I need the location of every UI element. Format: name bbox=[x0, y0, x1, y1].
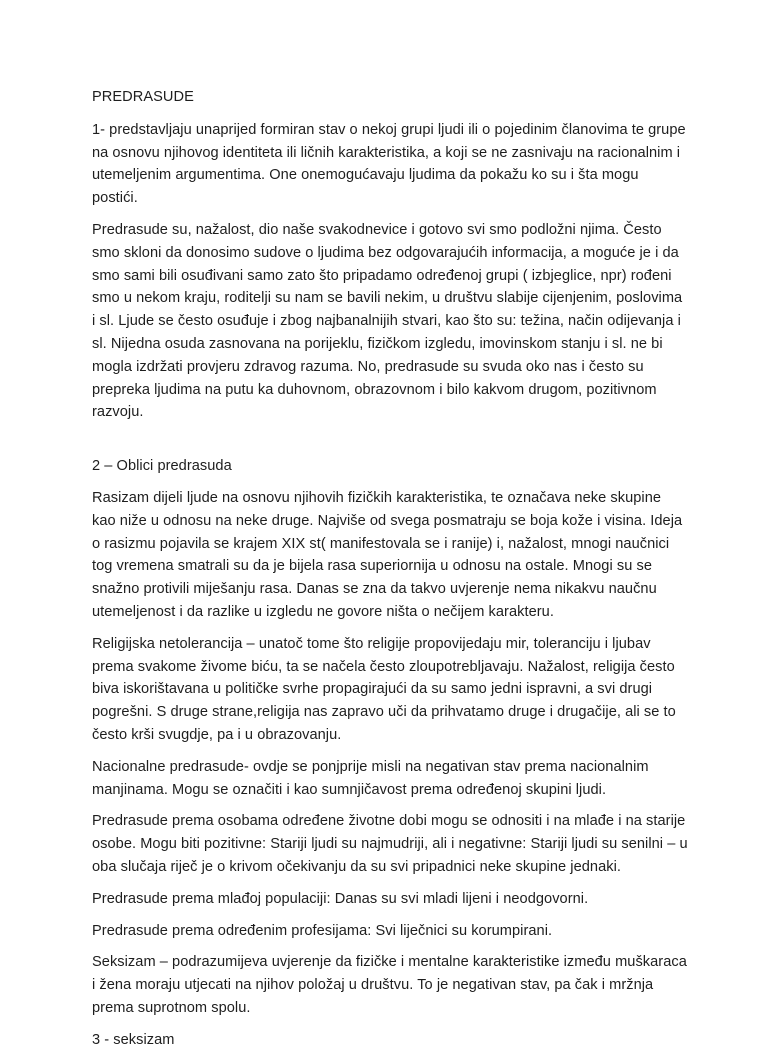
paragraph-age-prejudice: Predrasude prema osobama određene životne dobi mogu se odnositi i na mlađe i na starije osobe. Mogu biti pozitivne: Stariji ljudi su najmudriji, ali i negativne: Stariji ljudi su senilni – u oba slučaja riječ je o krivom očekivanju da su svi pripadnici neke skupine jednaki. bbox=[92, 813, 688, 875]
paragraph-religious-intolerance: Religijska netolerancija – unatoč tome što religije propovijedaju mir, toleranciju i ljubav prema svakome živome biću, ta se načela često zloupotrebljavaju. Nažalost, religija često biva iskorištavana u političke svrhe propagirajući da su samo jedni ispravni, a svi drugi pogrešni. S druge strane,religija nas zapravo uči da prihvatamo druge i drugačije, ali se to često krši svugdje, pa i u obrazovanju. bbox=[92, 635, 676, 743]
paragraph-racism: Rasizam dijeli ljude na osnovu njihovih fizičkih karakteristika, te označava neke skupine kao niže u odnosu na neke druge. Najviše od svega posmatraju se boja kože i visina. Ideja o rasizmu pojavila se krajem XIX st( manifestovala se i ranije) i, nažalost, mnogi naučnici tog vremena smatrali su da je bijela rasa superiornija u odnosu na ostale. Mnogi su se snažno protivili miješanju rasa. Danas se zna da takvo uvjerenje nema nikakvu naučnu utemeljenost i da razlike u izgledu ne govore ništa o nečijem karakteru. bbox=[92, 489, 683, 620]
paragraph-everyday-prejudice: Predrasude su, nažalost, dio naše svakodnevice i gotovo svi smo podložni njima. Često smo skloni da donosimo sudove o ljudima bez odgovarajućih informacija, a moguće je i da smo sami bili osuđivani samo zato što pripadamo određenoj grupi ( izbjeglice, npr) rođeni smo u nekom kraju, roditelji su nam se bavili nekim, u društvu slabije cijenjenim, poslovima i sl. Ljude se često osuđuje i zbog najbanalnijih stvari, kao što su: težina, način odijevanja i sl. Nijedna osuda zasnovana na porijeklu, fizičkom izgledu, imovinskom stanju i sl. ne bi mogla izdržati provjeru zdravog razuma. No, predrasude su svuda oko nas i često su prepreka ljudima na putu ka duhovnom, obrazovnom i bilo kakvom drugom, pozitivnom razvoju. bbox=[92, 221, 683, 421]
paragraph-definition: 1- predstavljaju unaprijed formiran stav o nekoj grupi ljudi ili o pojedinim članovima te grupe na osnovu njihovog identiteta ili ličnih karakteristika, a koji se ne zasnivaju na racionalnim i utemeljenim argumentima. One onemogućavaju ljudima da pokažu ko su i šta mogu postići. bbox=[92, 121, 686, 207]
document-page bbox=[92, 86, 688, 1060]
document-title: PREDRASUDE bbox=[92, 89, 194, 105]
paragraph-profession-prejudice: Predrasude prema određenim profesijama: Svi liječnici su korumpirani. bbox=[92, 922, 553, 939]
section-spacer bbox=[92, 433, 688, 455]
paragraph-sexism: Seksizam – podrazumijeva uvjerenje da fizičke i mentalne karakteristike između muškaraca i žena moraju utjecati na njihov položaj u društvu. To je negativan stav, pa čak i mržnja prema suprotnom spolu. bbox=[92, 954, 687, 1016]
paragraph-national-prejudice: Nacionalne predrasude- ovdje se ponjprije misli na negativan stav prema nacionalnim manjinama. Mogu se označiti i kao sumnjičavost prema određenoj skupini ljudi. bbox=[92, 758, 649, 798]
section-heading-forms: 2 – Oblici predrasuda bbox=[92, 458, 232, 475]
paragraph-youth-prejudice: Predrasude prema mlađoj populaciji: Danas su svi mladi lijeni i neodgovorni. bbox=[92, 890, 589, 907]
section-heading-sexism: 3 - seksizam bbox=[92, 1031, 175, 1048]
